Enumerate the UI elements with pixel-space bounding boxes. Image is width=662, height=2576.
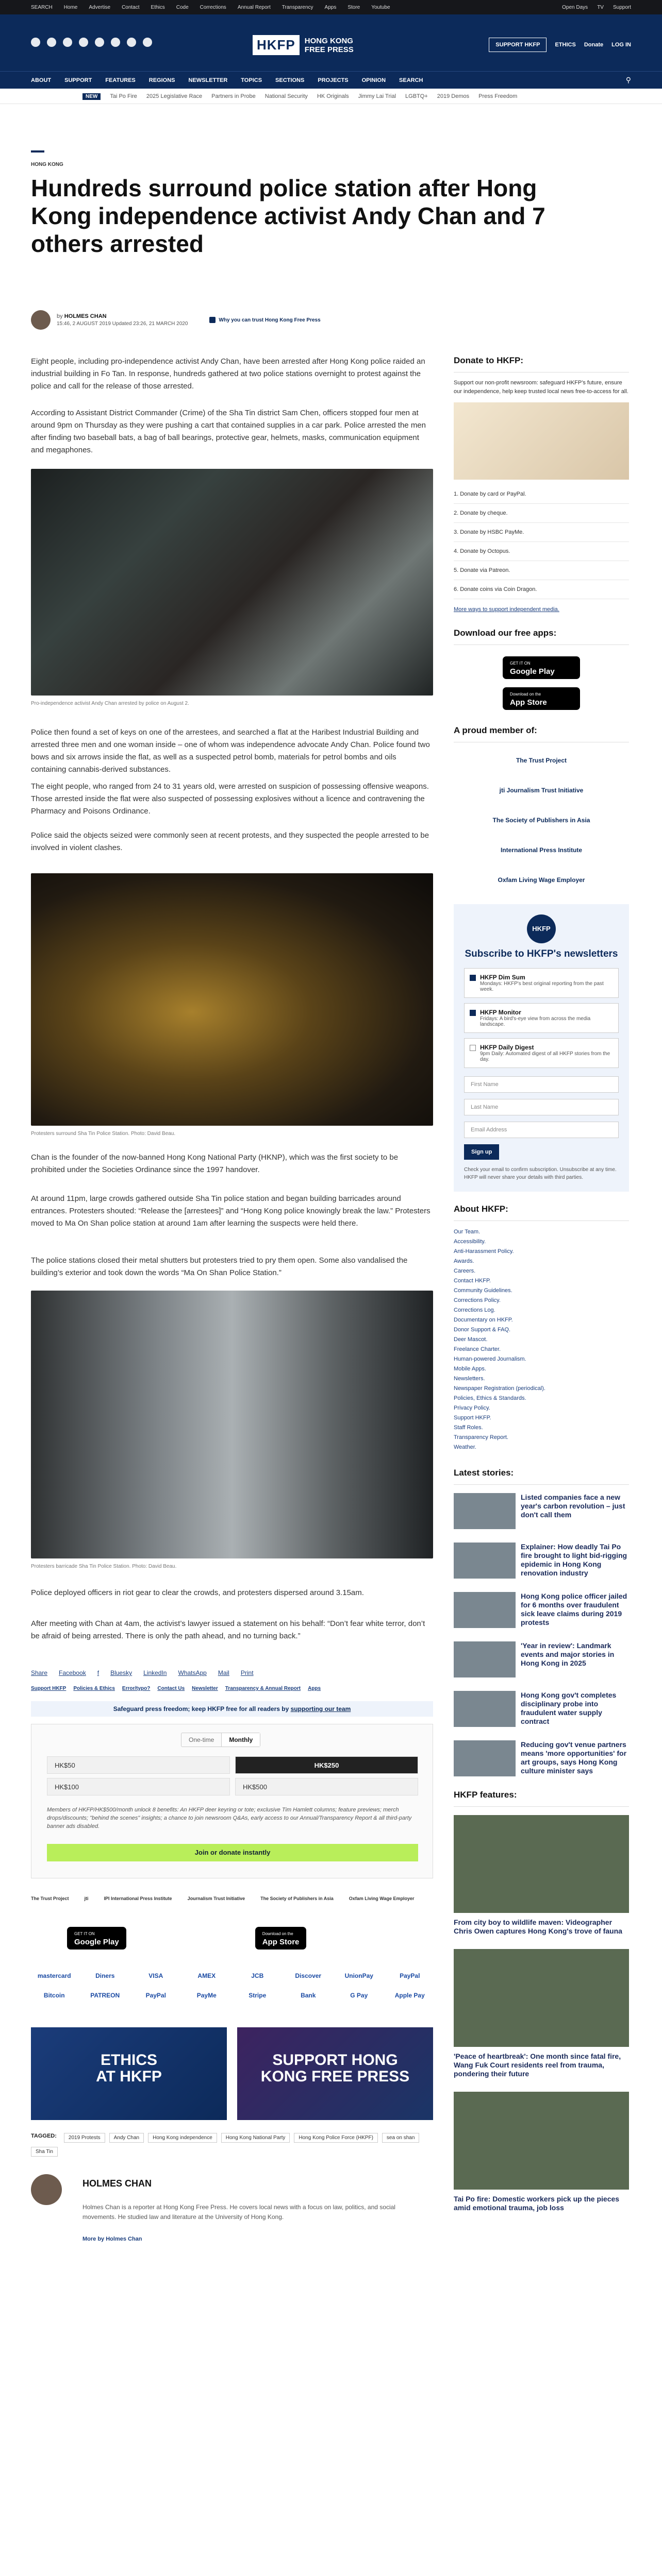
- threads-icon[interactable]: [111, 38, 120, 47]
- newsletter-name: HKFP Daily Digest: [480, 1044, 534, 1051]
- login-link[interactable]: LOG IN: [611, 42, 631, 48]
- site-logo[interactable]: [253, 35, 354, 55]
- member-logo[interactable]: The Society of Publishers in Asia: [492, 817, 590, 824]
- payment-methods: [31, 1968, 433, 2003]
- author-box-name[interactable]: HOLMES CHAN: [82, 2178, 152, 2189]
- share-link[interactable]: Print: [240, 1669, 254, 1676]
- tag-chip[interactable]: Hong Kong National Party: [221, 2133, 290, 2143]
- newsletter-desc: Mondays: HKFP's best original reporting from the past week.: [480, 981, 604, 992]
- story-title[interactable]: Listed companies face a new year's carbon revolution – just don't call them: [521, 1493, 625, 1519]
- story-title[interactable]: 'Year in review': Landmark events and major stories in Hong Kong in 2025: [521, 1641, 615, 1667]
- sidebar-google-play-button[interactable]: [503, 656, 580, 679]
- utility-link[interactable]: Open Days: [562, 5, 588, 10]
- about-link[interactable]: Corrections Policy.: [454, 1297, 501, 1303]
- amount-option[interactable]: HK$50: [47, 1756, 230, 1774]
- utility-link[interactable]: SEARCH: [31, 5, 53, 10]
- apps-heading: Download our free apps:: [454, 628, 629, 645]
- support-banner[interactable]: [237, 2027, 433, 2120]
- app-store-row: [67, 1927, 306, 1950]
- paragraph-10: After meeting with Chan at 4am, the activist’s lawyer issued a statement on his behalf: “Don’t fear white terror, don’t be afraid of being arrested. There is only the path ahead, and no turning back.”: [31, 1619, 425, 1640]
- site-header: [0, 14, 662, 71]
- trending-items: [82, 93, 517, 100]
- partner-logos: [31, 1896, 433, 1901]
- utility-link[interactable]: Contact: [122, 5, 140, 10]
- payment-logo: PayMe: [196, 1992, 217, 1999]
- amount-option-selected[interactable]: HK$250: [235, 1756, 418, 1774]
- main-nav-item[interactable]: PROJECTS: [318, 77, 349, 83]
- about-link[interactable]: Documentary on HKFP.: [454, 1317, 513, 1323]
- amount-option[interactable]: HK$500: [235, 1778, 418, 1795]
- story-title[interactable]: Explainer: How deadly Tai Po fire brought to light bid-rigging epidemic in Hong Kong renovation industry: [521, 1543, 627, 1577]
- paragraph-2: According to Assistant District Commander (Crime) of the Sha Tin district Sam Chen, officers stopped four men at around 9pm on Thursday as they were pushing a cart that contained supplies in a car park. Police arrested the men after finding two baseball bats, a bag of ball bearings, protective gear, helmets, masks, communication equipment and megaphones.: [31, 409, 426, 454]
- newsletter-input[interactable]: Last Name: [464, 1099, 619, 1115]
- article-tags: [31, 2133, 433, 2157]
- ethics-banner[interactable]: [31, 2027, 227, 2120]
- bluesky-icon[interactable]: [95, 38, 104, 47]
- sidebar-google-play-label: Google Play: [510, 667, 555, 676]
- newsletter-badge: HKFP: [527, 914, 556, 943]
- paragraph-9: Police deployed officers in riot gear to clear the crowds, and protesters dispersed around 3.15am.: [31, 1588, 364, 1597]
- donate-option[interactable]: 4. Donate by Octopus.: [454, 542, 629, 561]
- feature-title[interactable]: Tai Po fire: Domestic workers pick up the pieces amid emotional trauma, job loss: [454, 2195, 620, 2212]
- paragraph-7: At around 11pm, large crowds gathered outside Sha Tin police station and began building barricades around entrances. Protesters shouted: “Release the [arrestees]” and “Hong Kong police knowingly break the law.” Protesters moved to Ma On Shan police station at around 1am after learning the suspects were held there.: [31, 1194, 431, 1228]
- checkbox-icon[interactable]: [470, 1010, 476, 1016]
- category-rule: [31, 150, 44, 152]
- banner-2-line-2: KONG FREE PRESS: [260, 2068, 410, 2085]
- story-thumbnail[interactable]: [454, 1691, 516, 1727]
- features-heading: HKFP features:: [454, 1790, 629, 1807]
- payment-logo: mastercard: [37, 1972, 71, 1979]
- donate-intro: Support our non-profit newsroom: safeguard HKFP's future, ensure our independence, help keep trusted local news free-to-access for all.: [454, 380, 628, 395]
- support-hkfp-button[interactable]: SUPPORT HKFP: [489, 38, 547, 52]
- trending-link[interactable]: Partners in Probe: [211, 93, 256, 99]
- author-name[interactable]: HOLMES CHAN: [64, 313, 107, 319]
- donate-options: [454, 485, 629, 599]
- tag-chip[interactable]: Hong Kong independence: [148, 2133, 217, 2143]
- newsletter-note: Check your email to confirm subscription. Unsubscribe at any time. HKFP will never share your details with third parties.: [464, 1167, 617, 1180]
- about-link[interactable]: Newsletters.: [454, 1376, 485, 1382]
- story-title[interactable]: Reducing gov't venue partners means 'more opportunities' for art groups, says Hong Kong culture minister says: [521, 1740, 627, 1775]
- feature-thumbnail[interactable]: [454, 2092, 629, 2190]
- facebook-icon[interactable]: [31, 38, 40, 47]
- banner-1-line-2: AT HKFP: [96, 2068, 162, 2085]
- article-title: Hundreds surround police station after Hong Kong independence activist Andy Chan and 7 others arrested: [31, 175, 545, 257]
- utility-link[interactable]: Youtube: [371, 5, 390, 10]
- sidebar-google-play-small: GET IT ON: [510, 661, 531, 666]
- payment-logo: VISA: [148, 1972, 163, 1979]
- donate-option[interactable]: 1. Donate by card or PayPal.: [454, 485, 629, 504]
- sidebar-app-store-button[interactable]: [503, 687, 580, 710]
- main-nav-item[interactable]: NEWSLETTER: [188, 77, 228, 83]
- paragraph-1: Eight people, including pro-independence activist Andy Chan, have been arrested after Hong Kong police raided an industrial building in Fo Tan. In response, hundreds gathered at two police stations overnight to protest against the police and call for the release of those arrested.: [31, 357, 425, 391]
- latest-story[interactable]: [454, 1691, 629, 1727]
- payment-logo: Diners: [95, 1972, 115, 1979]
- utility-link[interactable]: Home: [63, 5, 78, 10]
- member-logo[interactable]: Oxfam Living Wage Employer: [498, 876, 585, 884]
- sidebar: [454, 355, 629, 2226]
- trending-link[interactable]: 2025 Legislative Race: [146, 93, 203, 99]
- monthly-tab[interactable]: Monthly: [221, 1733, 260, 1747]
- utility-link[interactable]: Advertise: [89, 5, 111, 10]
- feature-thumbnail[interactable]: [454, 1815, 629, 1913]
- new-badge: NEW: [82, 93, 101, 100]
- share-link[interactable]: Facebook: [59, 1669, 86, 1676]
- latest-story[interactable]: [454, 1543, 629, 1579]
- google-play-small: GET IT ON: [74, 1931, 95, 1936]
- payment-logo: Bank: [301, 1992, 316, 1999]
- trending-link[interactable]: HK Originals: [317, 93, 349, 99]
- tags-label: TAGGED:: [31, 2133, 57, 2139]
- photo-caption-2: Protesters surround Sha Tin Police Station. Photo: David Beau.: [31, 1131, 176, 1137]
- about-link[interactable]: Donor Support & FAQ.: [454, 1327, 511, 1333]
- donate-option[interactable]: 5. Donate via Patreon.: [454, 561, 629, 580]
- linkedin-icon[interactable]: [127, 38, 136, 47]
- tag-chip[interactable]: sea on shan: [382, 2133, 420, 2143]
- payment-logo: Bitcoin: [43, 1992, 65, 1999]
- newsletter-title: Subscribe to HKFP's newsletters: [465, 948, 618, 959]
- footer-link[interactable]: Apps: [308, 1686, 321, 1691]
- utility-link[interactable]: TV: [597, 5, 604, 10]
- by-prefix: by: [57, 313, 63, 319]
- member-logo[interactable]: The Trust Project: [516, 757, 567, 764]
- payment-logo: AMEX: [197, 1972, 216, 1979]
- about-link[interactable]: Privacy Policy.: [454, 1405, 490, 1411]
- main-nav-item[interactable]: SUPPORT: [64, 77, 92, 83]
- author-bio: Holmes Chan is a reporter at Hong Kong Free Press. He covers local news with a focus on law, politics, and social movements. He studied law and literature at the University of Hong Kong.: [82, 2204, 395, 2221]
- banner-2-line-1: SUPPORT HONG: [272, 2052, 398, 2069]
- about-link[interactable]: Corrections Log.: [454, 1307, 495, 1313]
- about-link[interactable]: Freelance Charter.: [454, 1346, 501, 1352]
- story-thumbnail[interactable]: [454, 1592, 516, 1628]
- author-avatar[interactable]: [31, 310, 51, 330]
- one-time-tab[interactable]: One-time: [189, 1736, 214, 1743]
- more-ways-link[interactable]: More ways to support independent media.: [454, 606, 559, 613]
- byline: [31, 310, 321, 330]
- trending-link[interactable]: Press Freedom: [478, 93, 518, 99]
- app-store-button[interactable]: [255, 1927, 307, 1950]
- trending-link[interactable]: Tai Po Fire: [110, 93, 137, 99]
- partner-logo[interactable]: Oxfam Living Wage Employer: [349, 1896, 415, 1901]
- members-heading: A proud member of:: [454, 725, 629, 742]
- about-link[interactable]: Deer Mascot.: [454, 1336, 488, 1343]
- membership-benefits: Members of HKFP/HK$500/month unlock 8 benefits: An HKFP deer keyring or tote; exclusive Tim Hamlett columns; feature previews; merch drops/discounts; "behind the scenes" insights; a chance to join newsroom Q&As, early access to our Annual/Transparency Report & all third-party banner ads disabled.: [47, 1807, 412, 1829]
- support-links: [31, 1686, 321, 1691]
- utility-link[interactable]: Code: [176, 5, 189, 10]
- member-logo[interactable]: International Press Institute: [500, 846, 583, 854]
- join-donate-button[interactable]: Join or donate instantly: [47, 1844, 418, 1861]
- feature-title[interactable]: From city boy to wildlife maven: Videographer Chris Owen captures Hong Kong's trove of fauna: [454, 1918, 622, 1935]
- main-nav-item[interactable]: REGIONS: [148, 77, 175, 83]
- trust-icon: [209, 317, 216, 323]
- story-thumbnail[interactable]: [454, 1641, 516, 1677]
- trending-link[interactable]: Jimmy Lai Trial: [358, 93, 396, 99]
- latest-story[interactable]: [454, 1641, 629, 1677]
- app-store-label: App Store: [262, 1938, 300, 1946]
- donate-option[interactable]: 3. Donate by HSBC PayMe.: [454, 523, 629, 542]
- about-links: [454, 1227, 629, 1452]
- utility-link[interactable]: Ethics: [151, 5, 165, 10]
- paragraph-8: The police stations closed their metal shutters but protesters tried to pry them open. Some also vandalised the building’s exterior and took down the words “Ma On Shan Police Station.”: [31, 1256, 408, 1277]
- utility-link[interactable]: Corrections: [200, 5, 226, 10]
- about-link[interactable]: Our Team.: [454, 1229, 481, 1235]
- x-icon[interactable]: [47, 38, 56, 47]
- about-link[interactable]: Staff Roles.: [454, 1425, 483, 1431]
- logo-mark: HKFP: [253, 35, 300, 55]
- newsletter-option[interactable]: [464, 968, 619, 998]
- payment-logo: Apple Pay: [394, 1992, 425, 1999]
- latest-heading: Latest stories:: [454, 1468, 629, 1485]
- newsletter-input[interactable]: First Name: [464, 1076, 619, 1093]
- member-logos: [454, 757, 629, 884]
- footer-link[interactable]: Policies & Ethics: [73, 1686, 115, 1691]
- byline-text: [57, 313, 188, 327]
- feature-thumbnail[interactable]: [454, 1949, 629, 2047]
- about-link[interactable]: Human-powered Journalism.: [454, 1356, 526, 1362]
- utility-links-left: [31, 5, 390, 10]
- about-link[interactable]: Policies, Ethics & Standards.: [454, 1395, 526, 1401]
- newsletter-input[interactable]: Email Address: [464, 1122, 619, 1138]
- newsletter-name: HKFP Monitor: [480, 1009, 521, 1016]
- main-nav-item[interactable]: TOPICS: [241, 77, 262, 83]
- about-link[interactable]: Weather.: [454, 1444, 476, 1450]
- frequency-toggle: [181, 1733, 260, 1747]
- note-text: Safeguard press freedom; keep HKFP free for all readers by: [113, 1705, 291, 1713]
- about-link[interactable]: Mobile Apps.: [454, 1366, 486, 1372]
- sidebar-app-store-small: Download on the: [510, 692, 541, 697]
- member-logo[interactable]: jti Journalism Trust Initiative: [499, 787, 584, 794]
- about-link[interactable]: Accessibility.: [454, 1239, 486, 1245]
- about-link[interactable]: Careers.: [454, 1268, 476, 1274]
- share-link[interactable]: Bluesky: [110, 1669, 133, 1676]
- partner-logo[interactable]: The Society of Publishers in Asia: [260, 1896, 334, 1901]
- footer-link[interactable]: Transparency & Annual Report: [225, 1686, 301, 1691]
- footer-link[interactable]: Error/typo?: [122, 1686, 151, 1691]
- tag-chip[interactable]: Andy Chan: [109, 2133, 144, 2143]
- trending-link[interactable]: 2019 Demos: [437, 93, 470, 99]
- donate-heading: Donate to HKFP:: [454, 355, 629, 372]
- share-link[interactable]: Share: [31, 1669, 48, 1676]
- newsletter-name: HKFP Dim Sum: [480, 974, 525, 981]
- newsletter-option[interactable]: [464, 1038, 619, 1068]
- amount-option[interactable]: HK$100: [47, 1778, 230, 1795]
- donate-option[interactable]: 6. Donate coins via Coin Dragon.: [454, 580, 629, 599]
- tag-chip[interactable]: Hong Kong Police Force (HKPF): [294, 2133, 378, 2143]
- youtube-icon[interactable]: [79, 38, 88, 47]
- article-photo-arrest: [31, 469, 433, 696]
- category-label[interactable]: HONG KONG: [31, 162, 63, 167]
- share-bar: [31, 1669, 254, 1676]
- paragraph-6: Chan is the founder of the now-banned Hong Kong National Party (HKNP), which was the first society to be prohibited under the Societies Ordinance since the 1997 handover.: [31, 1153, 399, 1174]
- newsletter-options: [464, 968, 619, 1068]
- payment-logo: G Pay: [350, 1992, 368, 1999]
- tag-chip[interactable]: 2019 Protests: [64, 2133, 105, 2143]
- about-link[interactable]: Anti-Harassment Policy.: [454, 1248, 514, 1255]
- photo-caption-3: Protesters barricade Sha Tin Police Station. Photo: David Beau.: [31, 1564, 177, 1569]
- main-nav-item[interactable]: FEATURES: [105, 77, 136, 83]
- payment-logo: Discover: [295, 1972, 322, 1979]
- article-photo-crowd: [31, 873, 433, 1126]
- about-link[interactable]: Transparency Report.: [454, 1434, 508, 1440]
- main-nav-item[interactable]: SEARCH: [399, 77, 423, 83]
- footer-link[interactable]: Contact Us: [157, 1686, 185, 1691]
- partner-logo[interactable]: Journalism Trust Initiative: [187, 1896, 245, 1901]
- search-icon[interactable]: ⚲: [625, 76, 631, 84]
- payment-logo: PATREON: [90, 1992, 120, 1999]
- google-play-label: Google Play: [74, 1938, 119, 1946]
- utility-link[interactable]: Support: [613, 5, 631, 10]
- donate-link[interactable]: Donate: [584, 42, 604, 48]
- trust-link[interactable]: [209, 317, 320, 323]
- about-link[interactable]: Newspaper Registration (periodical).: [454, 1385, 545, 1392]
- paragraph-3: Police then found a set of keys on one of the arrestees, and searched a flat at the Haribest Industrial Building and arrested three men and one woman inside – one of whom was independence advocate Andy Chan. Police found two bows and six arrows inside the flat, as well as a suspected petrol bomb, materials for petrol bombs and oils containing cannabis-derived substances.: [31, 728, 430, 774]
- footer-link[interactable]: Newsletter: [192, 1686, 218, 1691]
- about-link[interactable]: Community Guidelines.: [454, 1287, 512, 1294]
- more-by-author-link[interactable]: More by Holmes Chan: [82, 2236, 142, 2242]
- story-title[interactable]: Hong Kong gov't completes disciplinary probe into fraudulent water supply contract: [521, 1691, 617, 1725]
- share-link[interactable]: WhatsApp: [178, 1669, 207, 1676]
- checkbox-icon[interactable]: [470, 975, 476, 981]
- logo-line-1: HONG KONG: [304, 36, 353, 45]
- newsletter-form: [464, 1076, 619, 1138]
- main-navigation: [0, 71, 662, 89]
- rss-icon[interactable]: [143, 38, 152, 47]
- donate-option[interactable]: 2. Donate by cheque.: [454, 504, 629, 523]
- about-heading: About HKFP:: [454, 1204, 629, 1221]
- checkbox-icon[interactable]: [470, 1045, 476, 1051]
- utility-link[interactable]: Store: [347, 5, 360, 10]
- payment-logo: PayPal: [400, 1972, 420, 1979]
- share-link[interactable]: f: [97, 1669, 100, 1676]
- newsletter-desc: 9pm Daily: Automated digest of all HKFP stories from the day.: [480, 1051, 610, 1062]
- trust-label: Why you can trust Hong Kong Free Press: [219, 317, 321, 323]
- partner-logo[interactable]: jti: [84, 1896, 89, 1901]
- about-link[interactable]: Support HKFP.: [454, 1415, 491, 1421]
- utility-link[interactable]: Apps: [324, 5, 337, 10]
- instagram-icon[interactable]: [63, 38, 72, 47]
- note-link[interactable]: supporting our team: [290, 1705, 351, 1713]
- donate-illustration: [454, 402, 629, 480]
- google-play-button[interactable]: [67, 1927, 126, 1950]
- press-freedom-note: [31, 1701, 433, 1717]
- photo-caption-1: Pro-independence activist Andy Chan arrested by police on August 2.: [31, 701, 189, 706]
- about-link[interactable]: Contact HKFP.: [454, 1278, 491, 1284]
- utility-links-right: [562, 5, 631, 10]
- trending-bar: [0, 89, 662, 104]
- footer-link[interactable]: Support HKFP: [31, 1686, 67, 1691]
- author-box-avatar[interactable]: [31, 2174, 62, 2205]
- latest-story[interactable]: [454, 1740, 629, 1776]
- feature-stories: [454, 1815, 629, 2212]
- tag-chip[interactable]: Sha Tin: [31, 2147, 58, 2157]
- payment-logo: PayPal: [145, 1992, 166, 1999]
- paragraph-4: The eight people, who ranged from 24 to 31 years old, were arrested on suspicion of possessing offensive weapons. Those arrested inside the flat were also suspected of possessing explosives without a licence and contravening the Pharmacy and Poisons Ordinance.: [31, 782, 429, 816]
- partner-logo[interactable]: IPI International Press Institute: [104, 1896, 172, 1901]
- story-title[interactable]: Hong Kong police officer jailed for 6 months over fraudulent sick leave claims during 2019 protests: [521, 1592, 627, 1626]
- newsletter-desc: Fridays: A bird's-eye view from across the media landscape.: [480, 1016, 591, 1027]
- trending-link[interactable]: LGBTQ+: [405, 93, 428, 99]
- payment-logo: Stripe: [249, 1992, 267, 1999]
- newsletter-signup: [454, 904, 629, 1192]
- latest-story[interactable]: [454, 1592, 629, 1628]
- logo-line-2: FREE PRESS: [304, 45, 354, 54]
- story-thumbnail[interactable]: [454, 1543, 516, 1579]
- story-thumbnail[interactable]: [454, 1740, 516, 1776]
- newsletter-option[interactable]: [464, 1003, 619, 1033]
- latest-stories: [454, 1493, 629, 1776]
- ethics-link[interactable]: ETHICS: [555, 42, 576, 48]
- about-link[interactable]: Awards.: [454, 1258, 474, 1264]
- sidebar-app-buttons: [454, 656, 629, 710]
- trending-link[interactable]: National Security: [264, 93, 308, 99]
- partner-logo[interactable]: The Trust Project: [31, 1896, 69, 1901]
- share-link[interactable]: LinkedIn: [143, 1669, 167, 1676]
- utility-link[interactable]: Annual Report: [237, 5, 271, 10]
- main-nav-items: [31, 77, 423, 83]
- article-photo-barricade: [31, 1291, 433, 1558]
- paragraph-5: Police said the objects seized were commonly seen at recent protests, and they suspected the people arrested to be involved in violent clashes.: [31, 831, 429, 852]
- payment-logo: JCB: [251, 1972, 264, 1979]
- latest-story[interactable]: [454, 1493, 629, 1529]
- main-nav-item[interactable]: OPINION: [361, 77, 386, 83]
- header-actions: [489, 38, 631, 52]
- share-link[interactable]: Mail: [218, 1669, 229, 1676]
- story-thumbnail[interactable]: [454, 1493, 516, 1529]
- utility-bar: [0, 0, 662, 14]
- sign-up-button[interactable]: Sign up: [464, 1144, 499, 1160]
- feature-title[interactable]: 'Peace of heartbreak': One month since fatal fire, Wang Fuk Court residents reel from trauma, pondering their future: [454, 2052, 621, 2078]
- payment-logo: UnionPay: [344, 1972, 373, 1979]
- app-store-small: Download on the: [262, 1931, 293, 1936]
- banner-1-line-1: ETHICS: [100, 2052, 157, 2069]
- publish-dates: 15:46, 2 AUGUST 2019 Updated 23:26, 21 MARCH 2020: [57, 321, 188, 327]
- sidebar-app-store-label: App Store: [510, 698, 547, 707]
- social-icons: [31, 38, 152, 47]
- utility-link[interactable]: Transparency: [282, 5, 313, 10]
- main-nav-item[interactable]: ABOUT: [31, 77, 52, 83]
- main-nav-item[interactable]: SECTIONS: [275, 77, 305, 83]
- donation-widget: [31, 1724, 433, 1878]
- logo-name: [305, 37, 354, 54]
